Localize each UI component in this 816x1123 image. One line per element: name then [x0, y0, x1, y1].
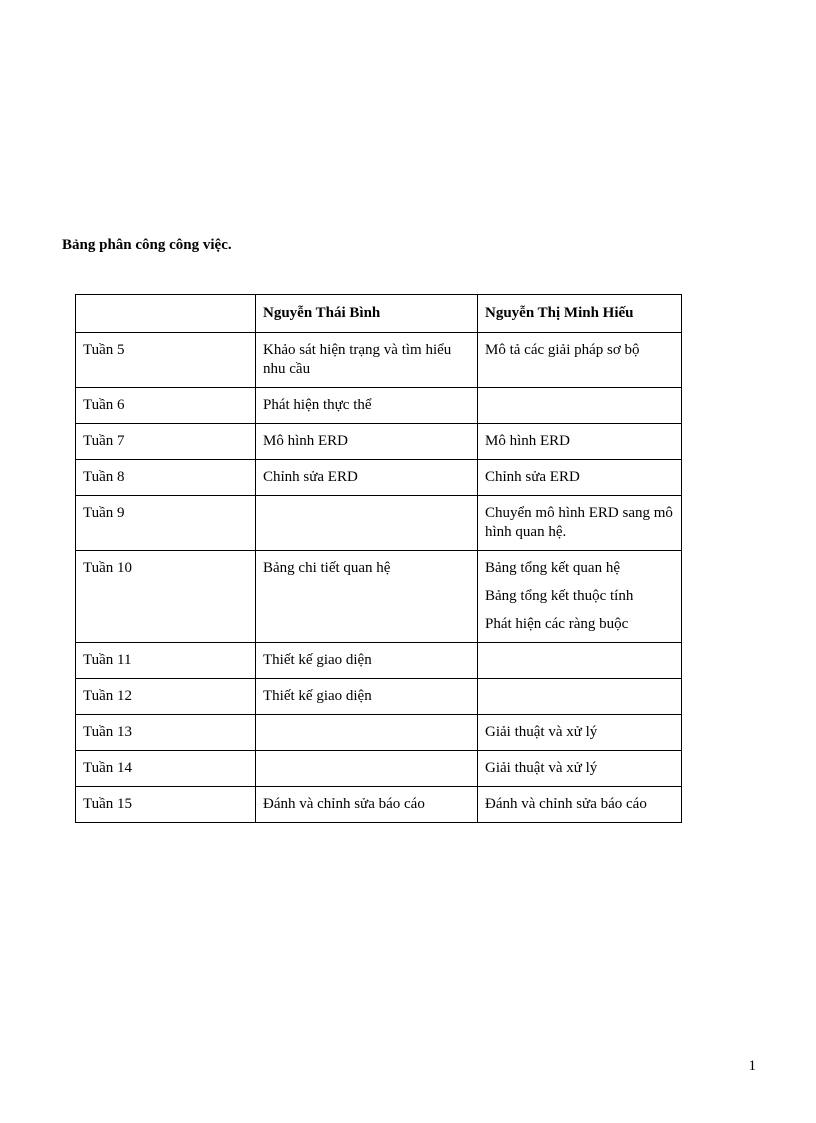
- task-text: Thiết kế giao diện: [263, 688, 372, 704]
- task-text: Thiết kế giao diện: [263, 652, 372, 668]
- week-cell: Tuần 12: [76, 679, 256, 715]
- table-row: [76, 551, 682, 643]
- week-cell: Tuần 6: [76, 388, 256, 424]
- task-text: Giải thuật và xử lý: [485, 724, 598, 740]
- header-nguyen-thai-binh: Nguyễn Thái Bình: [256, 295, 478, 333]
- task-cell-nguyen-thi-minh-hieu: [478, 715, 682, 751]
- header-week: [76, 295, 256, 333]
- task-cell-nguyen-thai-binh: [256, 551, 478, 643]
- task-text: Chỉnh sửa ERD: [485, 469, 580, 485]
- page-number-text: 1: [748, 1058, 756, 1074]
- task-cell-nguyen-thai-binh: [256, 679, 478, 715]
- task-cell-nguyen-thai-binh: [256, 333, 478, 388]
- header-nguyen-thi-minh-hieu: Nguyễn Thị Minh Hiếu: [478, 295, 682, 333]
- page-heading: Bảng phân công công việc.: [62, 237, 232, 253]
- week-cell: Tuần 5: [76, 333, 256, 388]
- task-cell-nguyen-thi-minh-hieu: [478, 751, 682, 787]
- task-cell-nguyen-thai-binh: [256, 496, 478, 551]
- task-cell-nguyen-thi-minh-hieu: [478, 460, 682, 496]
- table-row: [76, 496, 682, 551]
- week-cell: Tuần 15: [76, 787, 256, 823]
- assignment-table: [75, 294, 682, 823]
- task-cell-nguyen-thai-binh: [256, 751, 478, 787]
- task-text: Giải thuật và xử lý: [485, 760, 598, 776]
- week-cell: Tuần 14: [76, 751, 256, 787]
- task-cell-nguyen-thai-binh: [256, 787, 478, 823]
- table-row: [76, 424, 682, 460]
- task-text: Bảng chi tiết quan hệ: [263, 560, 391, 576]
- task-text: Bảng tổng kết thuộc tính: [485, 588, 634, 604]
- table-row: [76, 787, 682, 823]
- task-text: Phát hiện các ràng buộc: [485, 616, 629, 632]
- task-text: Đánh và chỉnh sửa báo cáo: [485, 796, 647, 812]
- task-cell-nguyen-thi-minh-hieu: [478, 787, 682, 823]
- task-text: Đánh và chỉnh sửa báo cáo: [263, 796, 425, 812]
- task-text: Mô tả các giải pháp sơ bộ: [485, 342, 640, 358]
- task-cell-nguyen-thi-minh-hieu: [478, 643, 682, 679]
- week-cell: Tuần 11: [76, 643, 256, 679]
- task-text: Chuyển mô hình ERD sang mô hình quan hệ.: [485, 505, 673, 540]
- table-row: [76, 460, 682, 496]
- table-body: [76, 333, 682, 823]
- week-cell: Tuần 8: [76, 460, 256, 496]
- task-text: Mô hình ERD: [263, 433, 349, 449]
- task-text: Bảng tổng kết quan hệ: [485, 560, 620, 576]
- week-cell: Tuần 13: [76, 715, 256, 751]
- task-cell-nguyen-thai-binh: [256, 715, 478, 751]
- table-row: [76, 643, 682, 679]
- week-cell: Tuần 10: [76, 551, 256, 643]
- task-cell-nguyen-thi-minh-hieu: [478, 333, 682, 388]
- task-cell-nguyen-thai-binh: [256, 460, 478, 496]
- table-row: [76, 751, 682, 787]
- task-cell-nguyen-thi-minh-hieu: [478, 388, 682, 424]
- task-cell-nguyen-thai-binh: [256, 643, 478, 679]
- task-cell-nguyen-thi-minh-hieu: [478, 679, 682, 715]
- week-cell: Tuần 7: [76, 424, 256, 460]
- page-number: [0, 1058, 756, 1075]
- task-cell-nguyen-thi-minh-hieu: [478, 551, 682, 643]
- week-cell: Tuần 9: [76, 496, 256, 551]
- table-row: [76, 333, 682, 388]
- task-cell-nguyen-thai-binh: [256, 424, 478, 460]
- task-cell-nguyen-thi-minh-hieu: [478, 496, 682, 551]
- task-text: Khảo sát hiện trạng và tìm hiểu nhu cầu: [263, 342, 452, 377]
- task-text: Mô hình ERD: [485, 433, 571, 449]
- table-row: [76, 715, 682, 751]
- task-text: Chỉnh sửa ERD: [263, 469, 358, 485]
- table-header-row: [76, 295, 682, 333]
- table-row: [76, 388, 682, 424]
- task-cell-nguyen-thi-minh-hieu: [478, 424, 682, 460]
- task-text: Phát hiện thực thể: [263, 397, 372, 413]
- table-row: [76, 679, 682, 715]
- task-cell-nguyen-thai-binh: [256, 388, 478, 424]
